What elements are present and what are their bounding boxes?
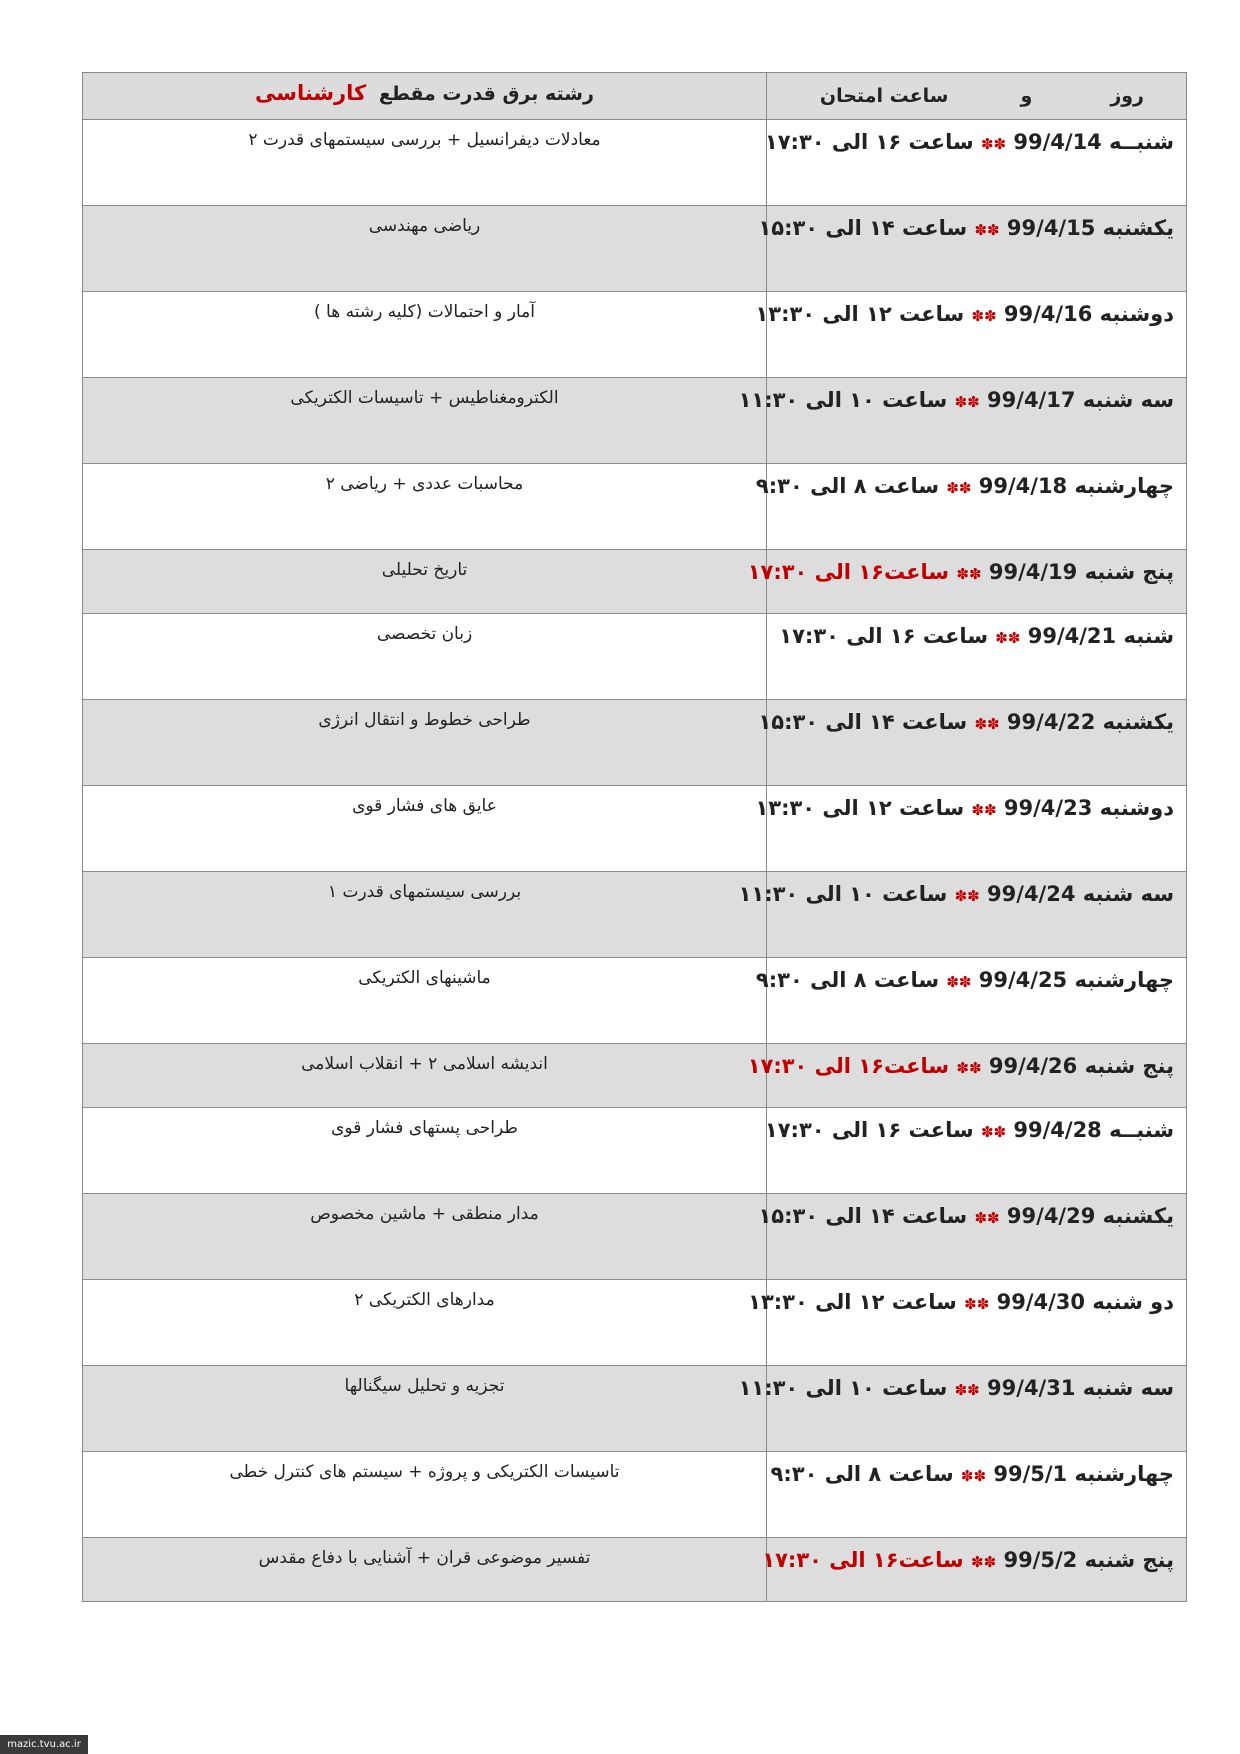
exam-date: 99/5/1: [993, 1462, 1068, 1486]
exam-day: شنبه: [1123, 624, 1174, 648]
course-name: تفسیر موضوعی قران + آشنایی با دفاع مقدس: [258, 1548, 591, 1568]
table-row: [83, 872, 1187, 958]
course-cell: [83, 1194, 767, 1280]
asterisk-icon: ✽✽: [954, 1381, 980, 1399]
exam-date-cell: [762, 1538, 1187, 1602]
exam-time: ساعت ۸ الی ۹:۳۰: [755, 474, 939, 498]
exam-time: ساعت۱۶ الی ۱۷:۳۰: [747, 1054, 950, 1078]
course-name: بررسی سیستمهای قدرت ۱: [327, 882, 522, 902]
exam-date-cell: [767, 614, 1187, 700]
exam-day: سه شنبه: [1082, 1376, 1174, 1400]
exam-time: ساعت ۱۲ الی ۱۳:۳۰: [755, 796, 965, 820]
exam-time: ساعت ۱۶ الی ۱۷:۳۰: [764, 130, 974, 154]
table-row: [83, 206, 1187, 292]
asterisk-icon: ✽✽: [971, 307, 997, 325]
course-cell: [83, 1280, 767, 1366]
exam-time: ساعت ۱۶ الی ۱۷:۳۰: [779, 624, 988, 648]
course-cell: [83, 120, 767, 206]
exam-date: 99/4/24: [987, 882, 1076, 906]
course-name: مدارهای الکتریکی ۲: [354, 1290, 495, 1310]
exam-date: 99/4/21: [1027, 624, 1117, 648]
course-name: طراحی خطوط و انتقال انرژی: [318, 710, 531, 730]
exam-date-cell: [747, 1044, 1187, 1108]
course-cell: [83, 786, 767, 872]
exam-date-cell: [767, 1452, 1187, 1538]
asterisk-icon: ✽✽: [995, 629, 1021, 647]
course-cell: [83, 464, 767, 550]
header-time-label: ساعت امتحان: [819, 85, 949, 107]
course-cell: [83, 292, 767, 378]
asterisk-icon: ✽✽: [980, 1123, 1007, 1141]
exam-day: شنبــه: [1109, 130, 1174, 154]
exam-day: یکشنبه: [1102, 216, 1174, 240]
course-cell: [83, 1366, 767, 1452]
exam-date: 99/4/28: [1013, 1118, 1102, 1142]
header-date-cell: [767, 73, 1187, 120]
exam-day: چهارشنبه: [1074, 968, 1174, 992]
exam-date-cell: [748, 1280, 1187, 1366]
exam-time: ساعت ۱۴ الی ۱۵:۳۰: [758, 1204, 968, 1228]
course-name: ریاضی مهندسی: [368, 216, 481, 236]
course-name: زبان تخصصی: [376, 624, 473, 644]
exam-time: ساعت ۱۴ الی ۱۵:۳۰: [758, 216, 968, 240]
exam-date-cell: [755, 292, 1187, 378]
exam-date: 99/4/22: [1006, 710, 1096, 734]
table-row: [83, 700, 1187, 786]
course-cell: [83, 1044, 767, 1108]
table-row: [83, 1108, 1187, 1194]
course-name: ماشینهای الکتریکی: [358, 968, 491, 988]
exam-time: ساعت ۸ الی ۹:۳۰: [770, 1462, 954, 1486]
exam-date-cell: [758, 700, 1187, 786]
exam-day: پنج شنبه: [1084, 1548, 1174, 1572]
table-row: [83, 1366, 1187, 1452]
course-name: آمار و احتمالات (کلیه رشته ها ): [314, 302, 535, 322]
table-row: [83, 1280, 1187, 1366]
asterisk-icon: ✽✽: [956, 565, 982, 583]
exam-date-cell: [755, 786, 1187, 872]
exam-day: دوشنبه: [1099, 302, 1174, 326]
exam-time: ساعت ۱۶ الی ۱۷:۳۰: [764, 1118, 974, 1142]
exam-date: 99/4/25: [978, 968, 1068, 992]
exam-date-cell: [758, 1194, 1187, 1280]
exam-date: 99/4/29: [1006, 1204, 1096, 1228]
asterisk-icon: ✽✽: [956, 1059, 982, 1077]
course-name: محاسبات عددی + ریاضی ۲: [325, 474, 524, 494]
table-row: [83, 614, 1187, 700]
asterisk-icon: ✽✽: [946, 479, 972, 497]
course-cell: [83, 550, 767, 614]
exam-date-cell: [755, 464, 1187, 550]
exam-date-cell: [738, 1366, 1187, 1452]
course-cell: [83, 378, 767, 464]
course-cell: [83, 700, 767, 786]
exam-time: ساعت ۱۲ الی ۱۳:۳۰: [755, 302, 965, 326]
exam-time: ساعت ۱۴ الی ۱۵:۳۰: [758, 710, 968, 734]
header-day-label: روز: [1110, 85, 1144, 107]
exam-time: ساعت۱۶ الی ۱۷:۳۰: [762, 1548, 964, 1572]
course-name: مدار منطقی + ماشین مخصوص: [310, 1204, 539, 1224]
asterisk-icon: ✽✽: [960, 1467, 987, 1485]
exam-date: 99/4/31: [987, 1376, 1076, 1400]
exam-day: چهارشنبه: [1074, 1462, 1174, 1486]
course-cell: [83, 1108, 767, 1194]
exam-date-cell: [755, 958, 1187, 1044]
asterisk-icon: ✽✽: [971, 801, 997, 819]
asterisk-icon: ✽✽: [954, 393, 980, 411]
header-and-label: و: [1020, 85, 1033, 107]
exam-date-cell: [764, 1108, 1187, 1194]
header-course-level: کارشناسی: [255, 81, 367, 105]
asterisk-icon: ✽✽: [974, 221, 1000, 239]
exam-time: ساعت ۱۰ الی ۱۱:۳۰: [738, 1376, 948, 1400]
table-row: [83, 1452, 1187, 1538]
course-cell: [83, 872, 767, 958]
course-name: معادلات دیفرانسیل + بررسی سیستمهای قدرت ۲: [248, 130, 601, 150]
course-name: عایق های فشار قوی: [352, 796, 497, 816]
exam-date: 99/4/17: [987, 388, 1076, 412]
course-cell: [83, 1538, 767, 1602]
header-course-title: رشته برق قدرت مقطع: [378, 83, 594, 105]
exam-date-cell: [758, 206, 1187, 292]
table-row: [83, 1538, 1187, 1602]
course-cell: [83, 958, 767, 1044]
exam-day: یکشنبه: [1102, 1204, 1174, 1228]
exam-date: 99/4/26: [988, 1054, 1078, 1078]
exam-date: 99/4/18: [978, 474, 1068, 498]
exam-date: 99/4/16: [1003, 302, 1093, 326]
exam-day: پنج شنبه: [1084, 1054, 1174, 1078]
exam-day: سه شنبه: [1082, 882, 1174, 906]
header-course-cell: [83, 73, 767, 120]
exam-time: ساعت ۸ الی ۹:۳۰: [755, 968, 939, 992]
asterisk-icon: ✽✽: [964, 1295, 990, 1313]
table-row: [83, 550, 1187, 614]
course-cell: [83, 1452, 767, 1538]
exam-date-cell: [738, 872, 1187, 958]
table-row: [83, 786, 1187, 872]
asterisk-icon: ✽✽: [974, 715, 1000, 733]
site-badge: mazic.tvu.ac.ir: [0, 1735, 88, 1754]
exam-day: شنبــه: [1109, 1118, 1174, 1142]
course-name: اندیشه اسلامی ۲ + انقلاب اسلامی: [301, 1054, 548, 1074]
exam-date-cell: [738, 378, 1187, 464]
exam-day: دوشنبه: [1099, 796, 1174, 820]
table-row: [83, 120, 1187, 206]
table-row: [83, 1044, 1187, 1108]
exam-time: ساعت ۱۰ الی ۱۱:۳۰: [738, 882, 948, 906]
exam-day: دو شنبه: [1092, 1290, 1174, 1314]
exam-time: ساعت ۱۲ الی ۱۳:۳۰: [748, 1290, 957, 1314]
course-cell: [83, 206, 767, 292]
exam-schedule-table: [82, 72, 1187, 1602]
course-name: تاریخ تحلیلی: [381, 560, 468, 580]
asterisk-icon: ✽✽: [980, 135, 1007, 153]
asterisk-icon: ✽✽: [974, 1209, 1000, 1227]
exam-date: 99/4/19: [988, 560, 1078, 584]
exam-date: 99/4/30: [996, 1290, 1085, 1314]
exam-date-cell: [747, 550, 1187, 614]
table-row: [83, 958, 1187, 1044]
course-cell: [83, 614, 767, 700]
exam-time: ساعت۱۶ الی ۱۷:۳۰: [747, 560, 950, 584]
exam-day: یکشنبه: [1102, 710, 1174, 734]
table-row: [83, 464, 1187, 550]
exam-date: 99/4/23: [1003, 796, 1093, 820]
exam-date: 99/5/2: [1003, 1548, 1078, 1572]
exam-date: 99/4/14: [1013, 130, 1102, 154]
table-row: [83, 378, 1187, 464]
exam-day: پنج شنبه: [1084, 560, 1174, 584]
table-header-row: [83, 73, 1187, 120]
course-name: تجزیه و تحلیل سیگنالها: [344, 1376, 505, 1396]
asterisk-icon: ✽✽: [946, 973, 972, 991]
exam-day: سه شنبه: [1082, 388, 1174, 412]
exam-day: چهارشنبه: [1074, 474, 1174, 498]
asterisk-icon: ✽✽: [971, 1553, 997, 1571]
table-row: [83, 292, 1187, 378]
exam-time: ساعت ۱۰ الی ۱۱:۳۰: [738, 388, 948, 412]
course-name: طراحی پستهای فشار قوی: [331, 1118, 518, 1138]
exam-date: 99/4/15: [1006, 216, 1096, 240]
course-name: الکترومغناطیس + تاسیسات الکتریکی: [290, 388, 559, 408]
asterisk-icon: ✽✽: [954, 887, 980, 905]
table-row: [83, 1194, 1187, 1280]
exam-date-cell: [764, 120, 1187, 206]
course-name: تاسیسات الکتریکی و پروژه + سیستم های کنترل خطی: [229, 1462, 620, 1482]
